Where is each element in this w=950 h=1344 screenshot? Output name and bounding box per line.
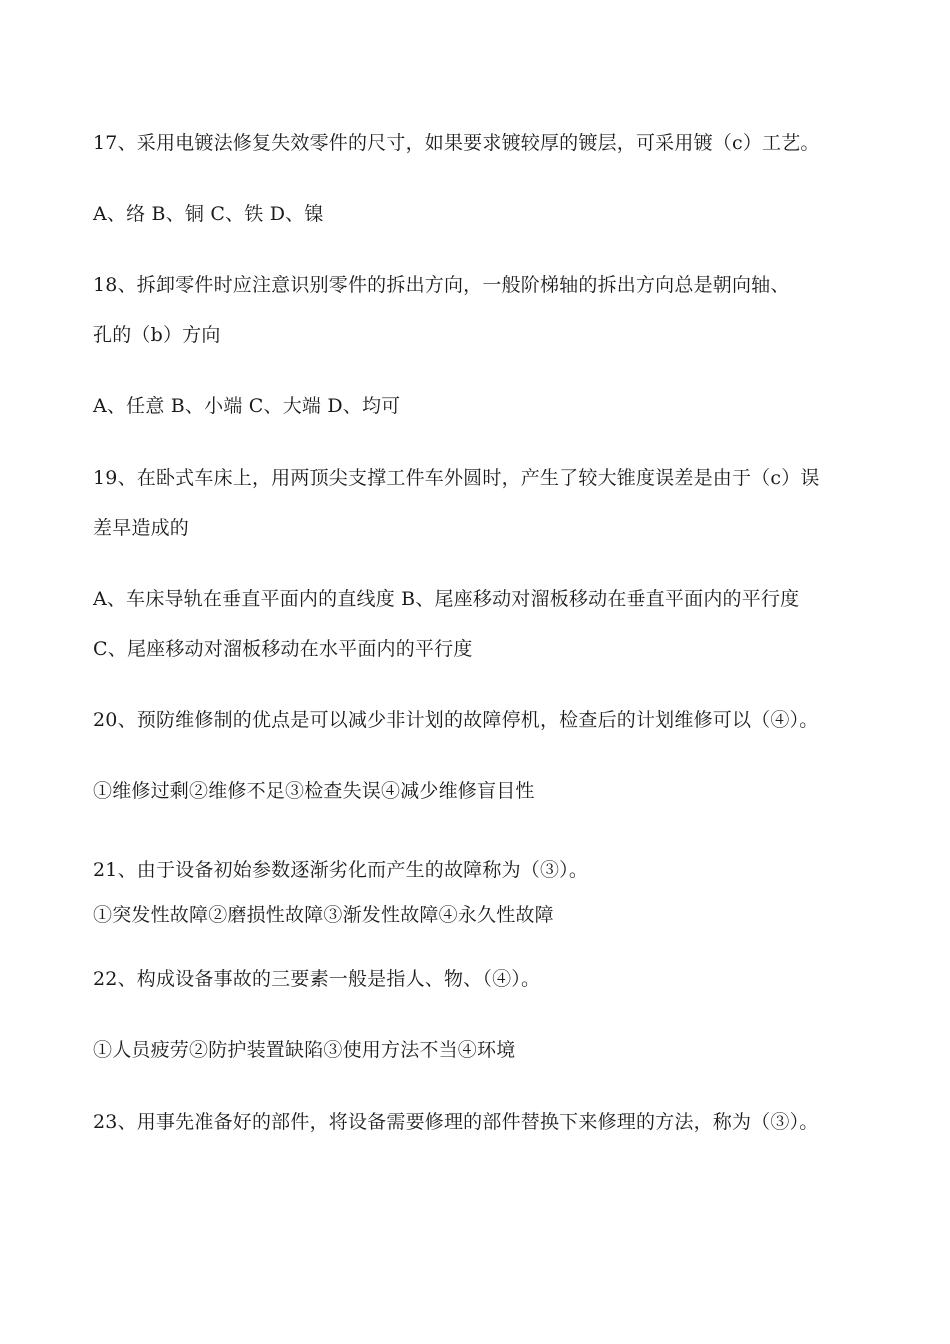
question-18-stem-line-1: 18、拆卸零件时应注意识别零件的拆出方向，一般阶梯轴的拆出方向总是朝向轴、 (93, 274, 790, 296)
question-22-stem: 22、构成设备事故的三要素一般是指人、物、（④）。 (93, 968, 541, 990)
question-21-options: ①突发性故障②磨损性故障③渐发性故障④永久性故障 (93, 904, 554, 926)
question-17-options: A、络 B、铜 C、铁 D、镍 (93, 203, 324, 225)
question-19-options-line-2: C、尾座移动对溜板移动在水平面内的平行度 (93, 638, 473, 660)
question-17-stem: 17、采用电镀法修复失效零件的尺寸，如果要求镀较厚的镀层，可采用镀（c）工艺。 (93, 132, 820, 154)
question-19-stem-line-1: 19、在卧式车床上，用两顶尖支撑工件车外圆时，产生了较大锥度误差是由于（c）误 (93, 467, 820, 489)
question-23-stem: 23、用事先准备好的部件，将设备需要修理的部件替换下来修理的方法，称为（③）。 (93, 1111, 819, 1133)
question-20-options: ①维修过剩②维修不足③检查失误④减少维修盲目性 (93, 780, 535, 802)
question-19-stem-line-2: 差早造成的 (93, 517, 190, 539)
question-20-stem: 20、预防维修制的优点是可以减少非计划的故障停机，检查后的计划维修可以（④）。 (93, 709, 819, 731)
question-18-options: A、任意 B、小端 C、大端 D、均可 (93, 395, 401, 417)
question-21-stem: 21、由于设备初始参数逐渐劣化而产生的故障称为（③）。 (93, 859, 589, 881)
question-19-options-line-1: A、车床导轨在垂直平面内的直线度 B、尾座移动对溜板移动在垂直平面内的平行度 (93, 588, 800, 610)
question-22-options: ①人员疲劳②防护装置缺陷③使用方法不当④环境 (93, 1039, 516, 1061)
question-18-stem-line-2: 孔的（b）方向 (93, 324, 221, 346)
